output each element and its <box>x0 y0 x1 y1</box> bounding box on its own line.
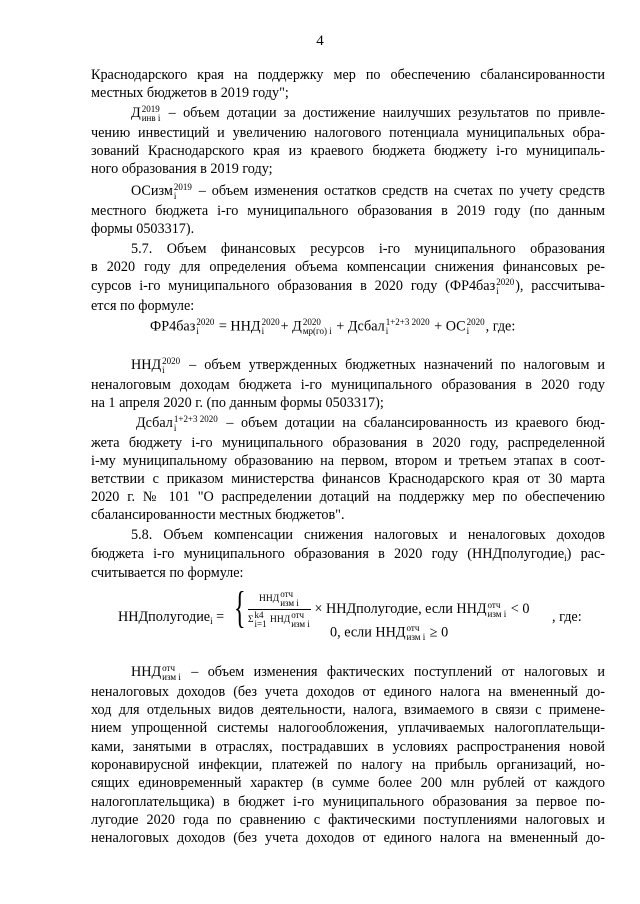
paragraph-line: бюджета i-го муниципального образования в 2020 году (ННДполугодие$_i$) рас- <box>91 546 605 563</box>
formula-tail: , где: <box>552 609 582 625</box>
definition-os-izm: ОСизм 2019 i – объем изменения остатков средств на счетах по учету средств <box>131 181 605 201</box>
paragraph-line: чению инвестиций и увеличению налогового потенциала муниципальных обра- <box>91 125 605 141</box>
paragraph-line: коронавирусной инфекции, платежей по налогу на прибыль организаций, но- <box>91 757 605 773</box>
paragraph-line: налогоплательщика) в бюджет i-го муниципального образования за первое по- <box>91 794 605 810</box>
paragraph-line: жета бюджету i-го муниципального образования в 2020 году, распределенной <box>91 435 605 451</box>
formula-case-positive: 0, если ННД отч изм i ≥ 0 <box>330 623 449 642</box>
section-5-7: 5.7. Объем финансовых ресурсов i-го муниципального образования <box>131 241 605 257</box>
paragraph-line: ется по формуле: <box>91 298 195 314</box>
paragraph-line: на 1 апреля 2020 г. (по данным формы 0503317); <box>91 395 384 411</box>
paragraph-line: ветствии с приказом министерства финансов Краснодарского края от 30 марта <box>91 471 605 487</box>
paragraph-line: Краснодарского края на поддержку мер по обеспечению сбалансированности <box>91 67 605 83</box>
paragraph-line: зований Краснодарского края из краевого бюджета бюджету i-го муниципаль- <box>91 143 605 159</box>
paragraph-line: i-му муниципальному образованию на первом, втором и третьем этапах в соот- <box>91 453 605 469</box>
paragraph-line: 2020 г. № 101 "О распределении дотаций на поддержку мер по обеспечению <box>91 489 605 505</box>
paragraph-line: нием упрощенной системы налогообложения, уплачиваемых налогоплательщи- <box>91 720 605 736</box>
page-number: 4 <box>316 33 324 49</box>
formula-fr4baz: ФР4баз 2020 i = ННД 2020 i + Д 2020 мр(го) i + Дсбал 1+2+3 2020 i + ОС 2020 i , где: <box>150 317 516 336</box>
paragraph-line: сбалансированности местных бюджетов". <box>91 507 345 523</box>
paragraph-line: сурсов i-го муниципального образования в 2020 году (ФР4баз 2020 i ), рассчитыва- <box>91 276 605 296</box>
formula-case-negative: ННД отч изм i Σ k4 i=1 ННД отч изм i × ННДполугодие, если ННД отч изм i < 0 <box>248 589 530 629</box>
definition-dsbal: Дсбал 1+2+3 2020 i – объем дотации на сбалансированность из краевого бюд- <box>136 413 605 433</box>
paragraph-line: неналоговых доходов (без учета доходов от единого налога на вмененный до- <box>91 830 605 846</box>
paragraph-line: местных бюджетов в 2019 году"; <box>91 85 289 101</box>
paragraph-line: ного образования в 2019 году; <box>91 161 273 177</box>
brace-icon: { <box>234 583 246 632</box>
formula-nnd-polugodie-lhs: ННДполугодие$_i$ = <box>118 609 225 626</box>
paragraph-line: формы 0503317). <box>91 221 195 237</box>
paragraph-line: лугодие 2020 года по сравнению с фактическими поступлениями налоговых и <box>91 812 605 828</box>
paragraph-line: ками, занятыми в отраслях, пострадавших в условиях распространения новой <box>91 739 605 755</box>
definition-d-inv: Д 2019 инв i – объем дотации за достижение наилучших результатов по привле- <box>131 103 605 123</box>
section-5-8: 5.8. Объем компенсации снижения налоговых и неналоговых доходов <box>131 527 605 543</box>
paragraph-line: в 2020 году для определения объема компенсации снижения финансовых ре- <box>91 259 605 275</box>
formula-fraction: ННД отч изм i Σ k4 i=1 ННД отч изм i <box>248 589 310 629</box>
paragraph-line: местного бюджета i-го муниципального образования в 2019 году (по данным <box>91 203 605 219</box>
paragraph-line: сящих единовременный характер (в сумме более 200 млн рублей от каждого <box>91 775 605 791</box>
definition-nnd-otch: ННД отч изм i – объем изменения фактических поступлений от налоговых и <box>131 662 605 682</box>
definition-nnd: ННД 2020 i – объем утвержденных бюджетных назначений по налоговым и <box>131 355 605 375</box>
paragraph-line: неналоговым доходам бюджета i-го муниципального образования в 2020 году <box>91 377 605 393</box>
paragraph-line: неналоговых доходов (без учета доходов от единого налога на вмененный до- <box>91 684 605 700</box>
paragraph-line: ход для отдельных видов деятельности, налога, взимаемого в связи с примене- <box>91 702 605 718</box>
paragraph-line: считывается по формуле: <box>91 565 244 581</box>
